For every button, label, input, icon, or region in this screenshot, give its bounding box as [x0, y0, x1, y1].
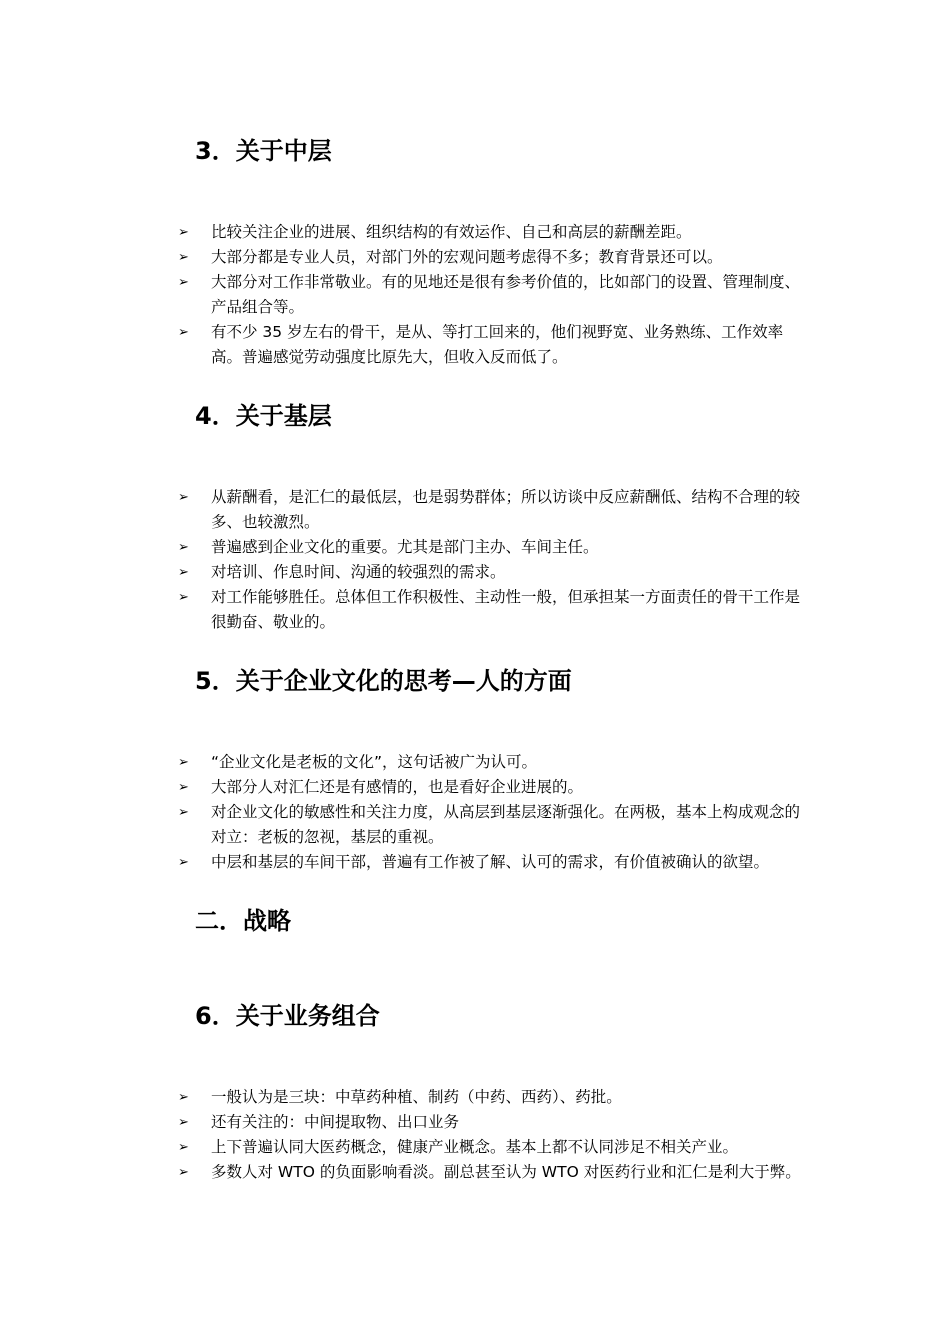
list-item — [178, 535, 808, 560]
list-item-text: 普遍感到企业文化的重要。尤其是部门主办、车间主任。 — [211, 538, 599, 556]
arrow-bullet-icon: ➢ — [178, 805, 189, 820]
list-item-text: 一般认为是三块：中草药种植、制药（中药、西药）、药批。 — [211, 1088, 622, 1106]
list-item — [178, 1110, 808, 1135]
section-heading-business-portfolio: 6．关于业务组合 — [195, 1002, 380, 1030]
list-item-text: 从薪酬看，是汇仁的最低层，也是弱势群体；所以访谈中反应薪酬低、结构不合理的较多、也较激烈。 — [211, 488, 801, 531]
list-item-text: 大部分人对汇仁还是有感情的，也是看好企业进展的。 — [211, 778, 584, 796]
arrow-bullet-icon: ➢ — [178, 250, 189, 265]
bullet-list-culture-people — [178, 750, 808, 875]
list-item-text: 比较关注企业的进展、组织结构的有效运作、自己和高层的薪酬差距。 — [211, 223, 692, 241]
list-item-text: 多数人对 WTO 的负面影响看淡。副总甚至认为 WTO 对医药行业和汇仁是利大于弊。 — [211, 1163, 801, 1181]
list-item — [178, 1085, 808, 1110]
list-item — [178, 320, 808, 370]
arrow-bullet-icon: ➢ — [178, 325, 189, 340]
list-item — [178, 800, 808, 850]
list-item-text: 对工作能够胜任。总体但工作积极性、主动性一般，但承担某一方面责任的骨干工作是很勤奋、敬业的。 — [211, 588, 801, 631]
arrow-bullet-icon: ➢ — [178, 565, 189, 580]
arrow-bullet-icon: ➢ — [178, 590, 189, 605]
arrow-bullet-icon: ➢ — [178, 780, 189, 795]
list-item — [178, 245, 808, 270]
arrow-bullet-icon: ➢ — [178, 540, 189, 555]
list-item-text: 大部分都是专业人员，对部门外的宏观问题考虑得不多；教育背景还可以。 — [211, 248, 723, 266]
arrow-bullet-icon: ➢ — [178, 225, 189, 240]
list-item — [178, 850, 808, 875]
list-item-text: “企业文化是老板的文化”，这句话被广为认可。 — [211, 753, 538, 771]
arrow-bullet-icon: ➢ — [178, 490, 189, 505]
list-item-text: 还有关注的：中间提取物、出口业务 — [211, 1113, 460, 1131]
list-item-text: 上下普遍认同大医药概念，健康产业概念。基本上都不认同涉足不相关产业。 — [211, 1138, 739, 1156]
arrow-bullet-icon: ➢ — [178, 275, 189, 290]
list-item — [178, 560, 808, 585]
section-heading-grassroots: 4．关于基层 — [195, 402, 332, 430]
list-item — [178, 750, 808, 775]
arrow-bullet-icon: ➢ — [178, 755, 189, 770]
arrow-bullet-icon: ➢ — [178, 1115, 189, 1130]
list-item-text: 大部分对工作非常敬业。有的见地还是很有参考价值的，比如部门的设置、管理制度、产品组合等。 — [211, 273, 801, 316]
arrow-bullet-icon: ➢ — [178, 855, 189, 870]
part-heading-strategy: 二．战略 — [195, 907, 291, 935]
list-item — [178, 270, 808, 320]
section-heading-middle-management: 3．关于中层 — [195, 137, 332, 165]
bullet-list-grassroots — [178, 485, 808, 635]
list-item-text: 对培训、作息时间、沟通的较强烈的需求。 — [211, 563, 506, 581]
arrow-bullet-icon: ➢ — [178, 1140, 189, 1155]
list-item — [178, 775, 808, 800]
list-item — [178, 220, 808, 245]
arrow-bullet-icon: ➢ — [178, 1090, 189, 1105]
list-item — [178, 585, 808, 635]
list-item — [178, 1135, 808, 1160]
list-item-text: 有不少 35 岁左右的骨干，是从、等打工回来的，他们视野宽、业务熟练、工作效率高。普遍感觉劳动强度比原先大，但收入反而低了。 — [211, 323, 784, 366]
arrow-bullet-icon: ➢ — [178, 1165, 189, 1180]
bullet-list-business-portfolio — [178, 1085, 808, 1185]
list-item — [178, 485, 808, 535]
bullet-list-middle-management — [178, 220, 808, 370]
section-heading-culture-people: 5．关于企业文化的思考—人的方面 — [195, 667, 572, 695]
list-item — [178, 1160, 808, 1185]
list-item-text: 对企业文化的敏感性和关注力度，从高层到基层逐渐强化。在两极，基本上构成观念的对立：老板的忽视，基层的重视。 — [211, 803, 801, 846]
list-item-text: 中层和基层的车间干部，普遍有工作被了解、认可的需求，有价值被确认的欲望。 — [211, 853, 770, 871]
